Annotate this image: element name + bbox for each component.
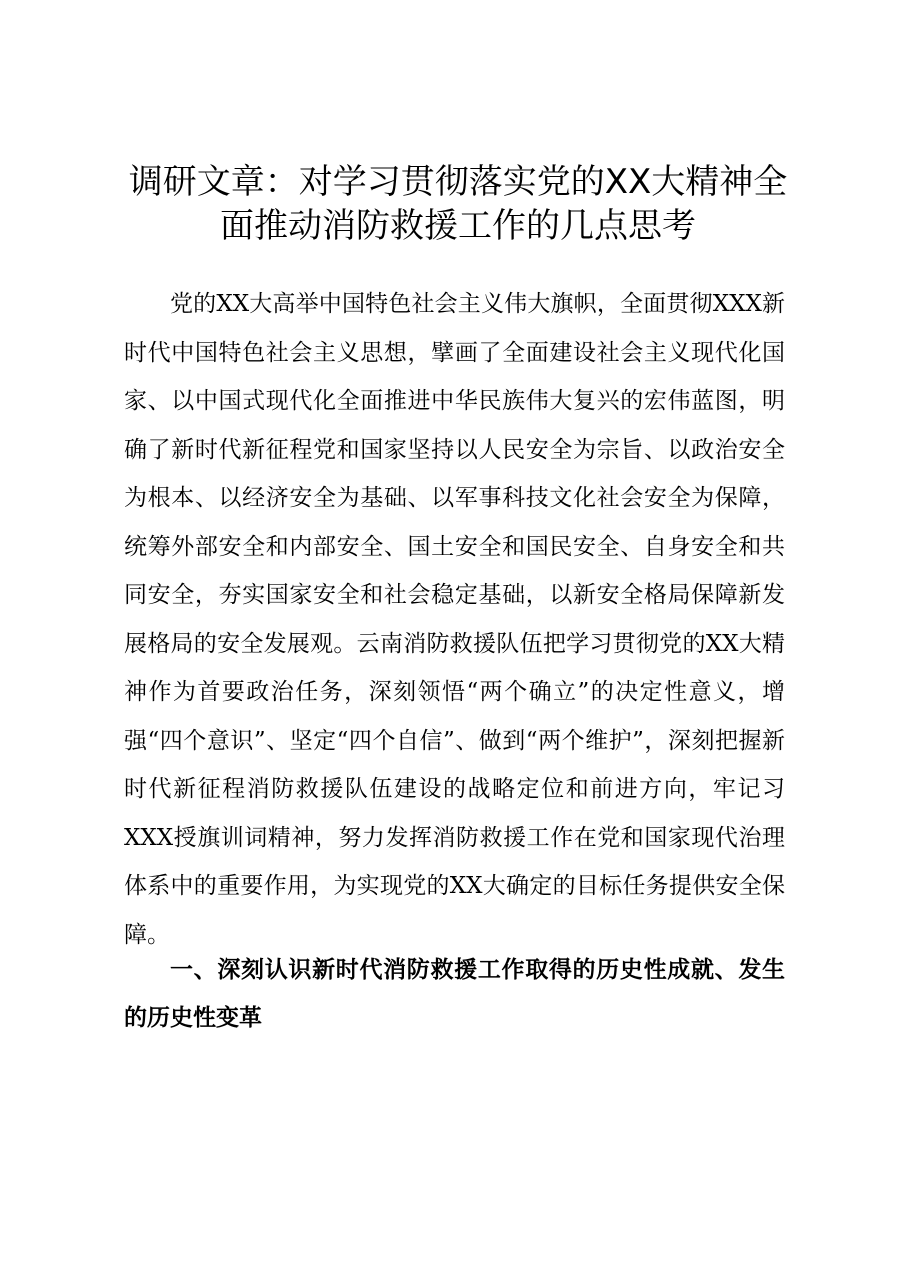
document-title: 调研文章：对学习贯彻落实党的XX大精神全面推动消防救援工作的几点思考 — [128, 162, 788, 246]
section-heading: 一、深刻认识新时代消防救援工作取得的历史性成就、发生的历史性变革 — [124, 957, 785, 1031]
body-paragraph: 党的XX大高举中国特色社会主义伟大旗帜，全面贯彻XXX新时代中国特色社会主义思想，擘画了全面建设社会主义现代化国家、以中国式现代化全面推进中华民族伟大复兴的宏伟蓝图，明确了新时代新征程党和国家坚持以人民安全为宗旨、以政治安全为根本、以经济安全为基础、以军事科技文化社会安全为保障，统筹外部安全和内部安全、国土安全和国民安全、自身安全和共同安全，夯实国家安全和社会稳定基础，以新安全格局保障新发展格局的安全发展观。云南消防救援队伍把学习贯彻党的XX大精神作为首要政治任务，深刻领悟“两个确立”的决定性意义，增强“四个意识”、坚定“四个自信”、做到“两个维护”，深刻把握新时代新征程消防救援队伍建设的战略定位和前进方向，牢记习XXX授旗训词精神，努力发挥消防救援工作在党和国家现代治理体系中的重要作用，为实现党的XX大确定的目标任务提供安全保障。 — [124, 291, 785, 948]
